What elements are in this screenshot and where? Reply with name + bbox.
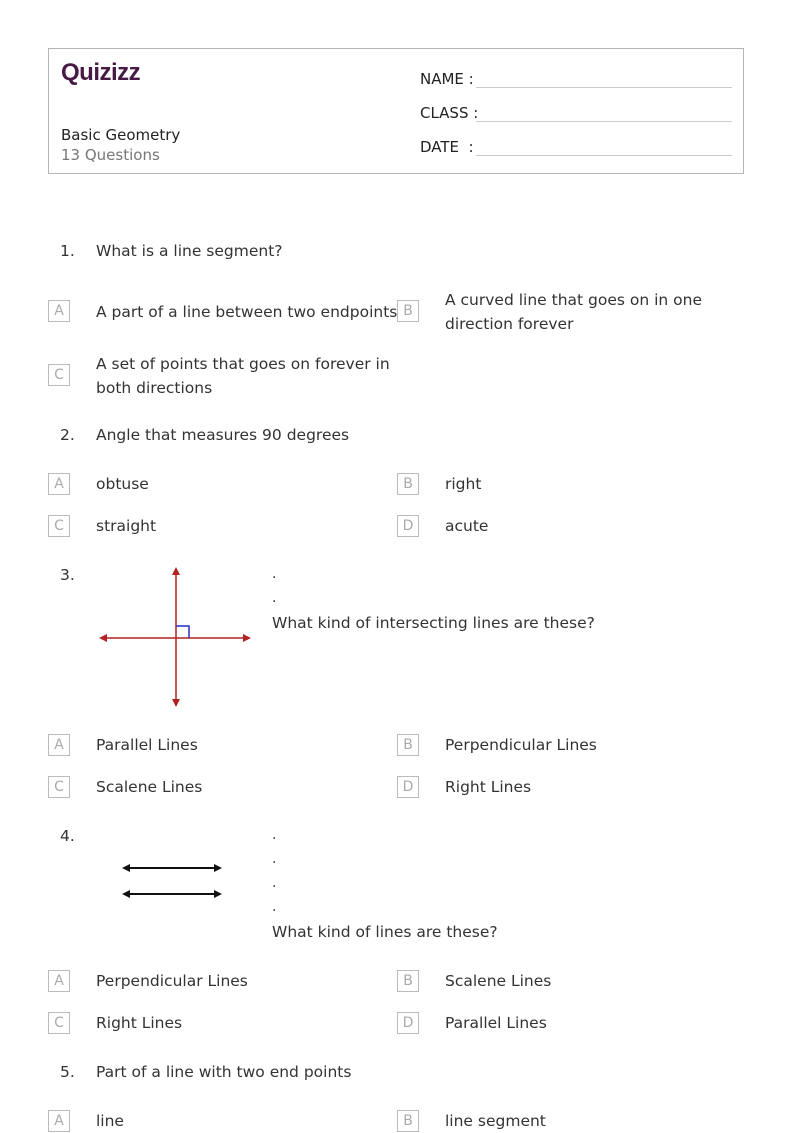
option-c[interactable]: C Scalene Lines: [48, 776, 70, 798]
question-number: 1.: [60, 242, 75, 260]
class-line[interactable]: [476, 103, 732, 122]
question-text: Part of a line with two end points: [96, 1063, 352, 1081]
option-b[interactable]: B right: [397, 473, 419, 495]
question-text: What kind of intersecting lines are these?: [272, 614, 595, 632]
class-field[interactable]: CLASS :: [420, 103, 732, 122]
option-b[interactable]: B Perpendicular Lines: [397, 734, 419, 756]
question-count: 13 Questions: [61, 146, 160, 164]
parallel-lines-diagram: [120, 858, 226, 902]
question-text: Angle that measures 90 degrees: [96, 426, 350, 444]
date-field[interactable]: DATE :: [420, 137, 732, 156]
option-c[interactable]: C Right Lines: [48, 1012, 70, 1034]
option-d[interactable]: D Right Lines: [397, 776, 419, 798]
option-a[interactable]: A A part of a line between two endpoints: [48, 300, 70, 322]
option-b[interactable]: B line segment: [397, 1110, 419, 1132]
option-c[interactable]: C A set of points that goes on forever in both directions: [48, 364, 70, 386]
question-number: 4.: [60, 827, 75, 845]
quizizz-logo: Quizizz: [61, 59, 141, 86]
name-field[interactable]: NAME :: [420, 69, 732, 88]
question-text: What kind of lines are these?: [272, 923, 498, 941]
name-line[interactable]: [476, 69, 732, 88]
option-a[interactable]: A line: [48, 1110, 70, 1132]
option-d[interactable]: D acute: [397, 515, 419, 537]
option-a[interactable]: A obtuse: [48, 473, 70, 495]
option-b[interactable]: B Scalene Lines: [397, 970, 419, 992]
option-a[interactable]: A Parallel Lines: [48, 734, 70, 756]
perpendicular-lines-diagram: [96, 564, 256, 712]
option-b[interactable]: B A curved line that goes on in one direction forever: [397, 300, 419, 322]
question-text: What is a line segment?: [96, 242, 283, 260]
worksheet-header: [48, 48, 744, 174]
option-c[interactable]: C straight: [48, 515, 70, 537]
option-d[interactable]: D Parallel Lines: [397, 1012, 419, 1034]
question-number: 2.: [60, 426, 75, 444]
option-a[interactable]: A Perpendicular Lines: [48, 970, 70, 992]
question-number: 5.: [60, 1063, 75, 1081]
question-number: 3.: [60, 566, 75, 584]
date-line[interactable]: [476, 137, 732, 156]
worksheet-title: Basic Geometry: [61, 126, 181, 144]
